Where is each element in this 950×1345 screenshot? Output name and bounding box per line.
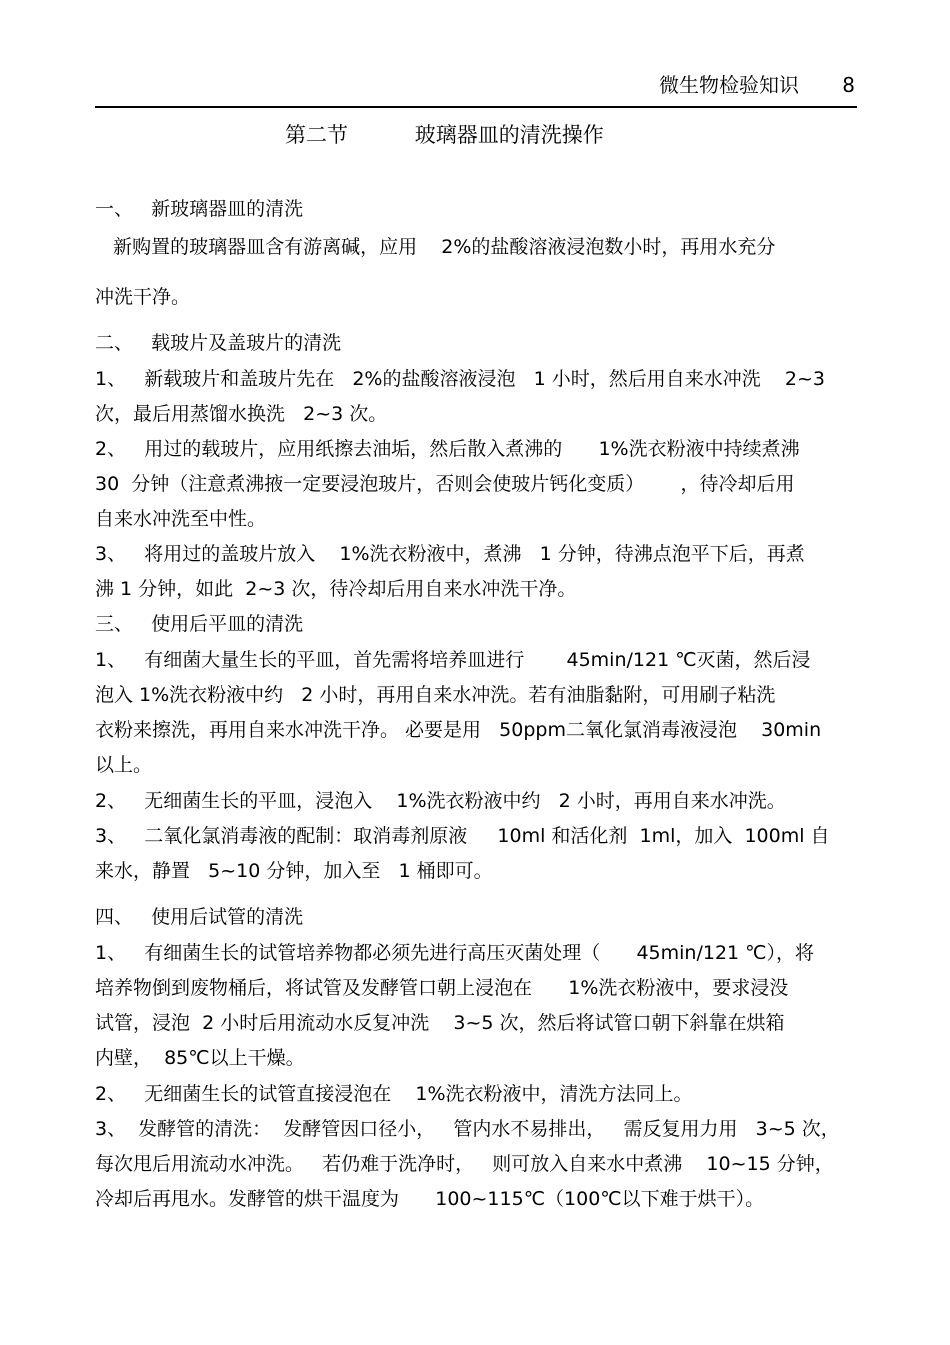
heading-slides: 二、 载玻片及盖玻片的清洗 xyxy=(95,332,342,354)
paragraph-line: 衣粉来擦洗，再用自来水冲洗干净。 必要是用 50ppm二氧化氯消毒液浸泡 30min xyxy=(95,719,822,741)
paragraph-line: 培养物倒到废物桶后，将试管及发酵管口朝上浸泡在 1%洗衣粉液中，要求浸没 xyxy=(95,977,789,999)
paragraph-line: 自来水冲洗至中性。 xyxy=(95,508,267,530)
paragraph-line: 内壁， 85℃以上干燥。 xyxy=(95,1047,305,1069)
paragraph-line: 3、 发酵管的清洗： 发酵管因口径小， 管内水不易排出， 需反复用力用 3~5 次， xyxy=(95,1118,840,1140)
paragraph-line: 来水，静置 5~10 分钟，加入至 1 桶即可。 xyxy=(95,860,493,882)
heading-plates: 三、 使用后平皿的清洗 xyxy=(95,613,304,635)
paragraph-line: 1、 有细菌大量生长的平皿，首先需将培养皿进行 45min/121 ℃灭菌，然后浸 xyxy=(95,649,811,671)
paragraph-line: 沸 1 分钟，如此 2~3 次，待冷却后用自来水冲洗干净。 xyxy=(95,578,577,600)
heading-test-tubes: 四、 使用后试管的清洗 xyxy=(95,906,304,928)
paragraph-line: 1、 有细菌生长的试管培养物都必须先进行高压灭菌处理（ 45min/121 ℃），将 xyxy=(95,942,814,964)
paragraph-line: 30 分钟（注意煮沸掖一定要浸泡玻片，否则会使玻片钙化变质） ，待冷却后用 xyxy=(95,473,795,495)
paragraph-line: 每次甩后用流动水冲洗。 若仍难于洗净时， 则可放入自来水中煮沸 10~15 分钟， xyxy=(95,1153,834,1175)
paragraph-line: 试管，浸泡 2 小时后用流动水反复冲洗 3~5 次，然后将试管口朝下斜靠在烘箱 xyxy=(95,1012,785,1034)
paragraph-line: 泡入 1%洗衣粉液中约 2 小时，再用自来水冲洗。若有油脂黏附，可用刷子粘洗 xyxy=(95,684,776,706)
paragraph-line: 冲洗干净。 xyxy=(95,286,191,308)
paragraph-line: 2、 无细菌生长的试管直接浸泡在 1%洗衣粉液中，清洗方法同上。 xyxy=(95,1083,693,1105)
paragraph-line: 2、 用过的载玻片，应用纸擦去油垢，然后散入煮沸的 1%洗衣粉液中持续煮沸 xyxy=(95,438,800,460)
paragraph-line: 2、 无细菌生长的平皿，浸泡入 1%洗衣粉液中约 2 小时，再用自来水冲洗。 xyxy=(95,790,786,812)
paragraph-line: 冷却后再甩水。发酵管的烘干温度为 100~115℃（100℃以下难于烘干）。 xyxy=(95,1188,765,1210)
page-header xyxy=(95,72,857,108)
paragraph-line: 3、 二氧化氯消毒液的配制：取消毒剂原液 10ml 和活化剂 1ml，加入 100ml 自 xyxy=(95,825,830,847)
paragraph-line: 1、 新载玻片和盖玻片先在 2%的盐酸溶液浸泡 1 小时，然后用自来水冲洗 2~3 xyxy=(95,368,825,390)
paragraph-line: 以上。 xyxy=(95,754,153,776)
paragraph-line: 新购置的玻璃器皿含有游离碱，应用 2%的盐酸溶液浸泡数小时，再用水充分 xyxy=(95,236,776,258)
header-title: 微生物检验知识 xyxy=(659,73,799,97)
page-number: 8 xyxy=(842,73,855,97)
heading-new-glassware: 一、 新玻璃器皿的清洗 xyxy=(95,198,304,220)
section-title: 第二节 玻璃器皿的清洗操作 xyxy=(285,123,604,147)
paragraph-line: 次，最后用蒸馏水换洗 2~3 次。 xyxy=(95,403,388,425)
paragraph-line: 3、 将用过的盖玻片放入 1%洗衣粉液中，煮沸 1 分钟，待沸点泡平下后，再煮 xyxy=(95,543,805,565)
